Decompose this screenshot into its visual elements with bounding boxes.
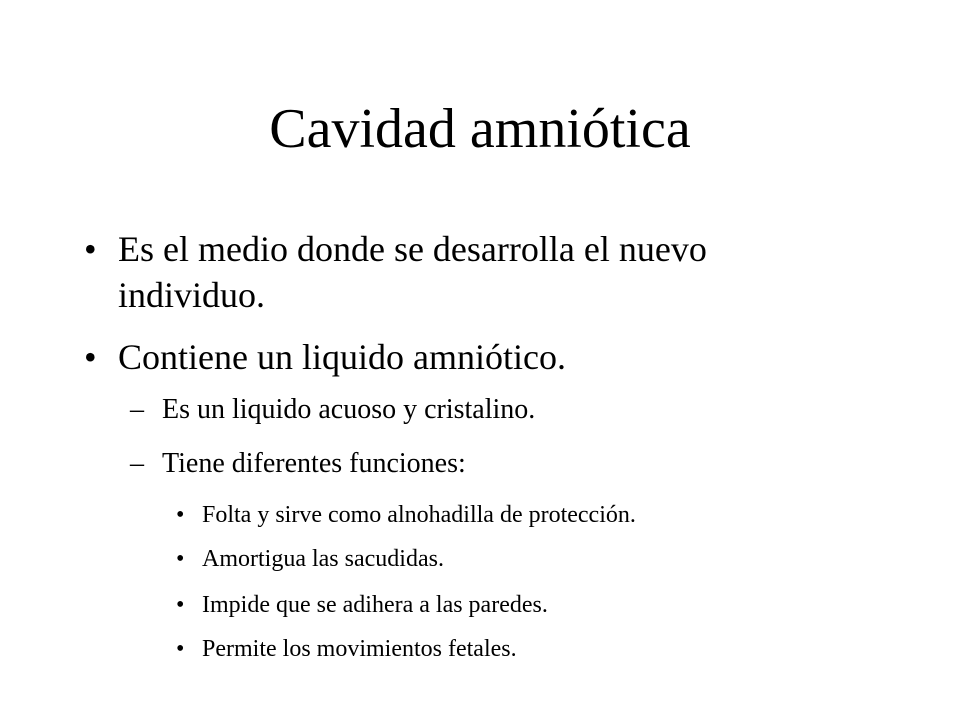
sub-sub-bullet-text: Impide que se adihera a las paredes. xyxy=(202,592,548,618)
sub-sub-bullet-text: Permite los movimientos fetales. xyxy=(202,636,517,662)
bullet-item xyxy=(84,226,707,272)
bullet-text: Contiene un liquido amniótico. xyxy=(118,337,566,377)
sub-bullet-text: Es un liquido acuoso y cristalino. xyxy=(162,394,536,425)
sub-sub-bullet-text: Amortigua las sacudidas. xyxy=(202,546,444,572)
slide-title: Cavidad amniótica xyxy=(269,98,691,160)
sub-sub-bullet-item xyxy=(176,590,548,620)
bullet-continuation xyxy=(118,272,265,318)
sub-bullet-text: Tiene diferentes funciones: xyxy=(162,448,466,479)
bullet-marker: • xyxy=(84,229,97,269)
sub-sub-bullet-item xyxy=(176,544,444,574)
bullet-marker: • xyxy=(176,636,185,662)
bullet-marker: • xyxy=(176,546,185,572)
bullet-text: individuo. xyxy=(118,275,266,315)
bullet-item xyxy=(84,334,566,380)
dash-marker: – xyxy=(130,448,144,479)
bullet-text: Es el medio donde se desarrolla el nuevo xyxy=(118,229,707,269)
dash-marker: – xyxy=(130,394,144,425)
sub-bullet-item xyxy=(130,446,466,482)
sub-sub-bullet-item xyxy=(176,634,517,664)
sub-sub-bullet-text: Folta y sirve como alnohadilla de protección. xyxy=(202,502,636,528)
sub-sub-bullet-item xyxy=(176,500,636,530)
bullet-marker: • xyxy=(176,592,185,618)
sub-bullet-item xyxy=(130,392,536,428)
bullet-marker: • xyxy=(176,502,185,528)
bullet-marker: • xyxy=(84,337,97,377)
